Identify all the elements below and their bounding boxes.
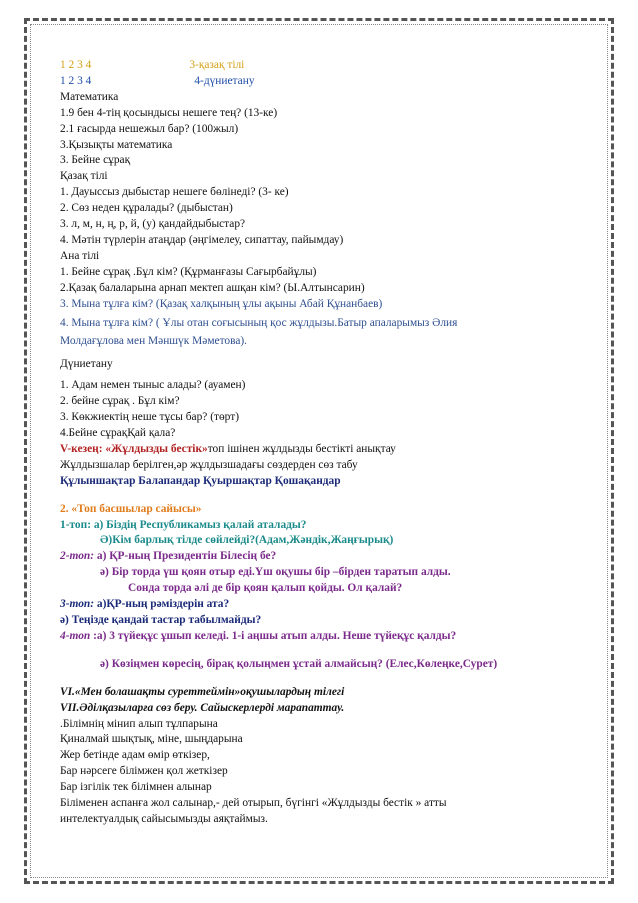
document-body	[60, 58, 580, 828]
question: 1. Бейне сұрақ .Бұл кім? (Құрманғазы Сағырбайұлы)	[60, 265, 317, 278]
stage-5-instruction: Жұлдызшалар берілген,әр жұлдызшадағы сөздерден сөз табу	[60, 458, 358, 471]
team-2-question-a	[60, 549, 580, 565]
team-1-question-b: Ә)Кім барлық тілде сөйлейді?(Адам,Жәндік,Жаңғырық)	[100, 534, 394, 547]
question: 1.9 бен 4-тің қосындысы нешеге тең? (13-ке)	[60, 106, 278, 119]
question: 4.Бейне сұрақҚай қала?	[60, 427, 176, 440]
question: 2. Сөз неден құралады? (дыбыстан)	[60, 202, 233, 215]
team-4-question-b: ә) Көзіңмен көресің, бірақ қолыңмен ұстай алмайсың? (Елес,Көлеңке,Сурет)	[100, 657, 498, 670]
question: 3. л, м, н, ң, р, й, (у) қандайдыбыстар?	[60, 218, 246, 231]
closing-text: интелектуалдық сайысымызды аяқтаймыз.	[60, 812, 268, 825]
team-1-question-a: 1-топ: а) Біздің Республикамыз қалай аталады?	[60, 518, 307, 531]
question: 2.1 ғасырда нешежыл бар? (100жыл)	[60, 122, 239, 135]
question: 4. Мәтін түрлерін атаңдар (әңгімелеу, сипаттау, пайымдау)	[60, 233, 344, 246]
stage-7-heading: VII.Әділқазыларға сөз беру. Сайыскерлерді марапаттау.	[60, 701, 345, 714]
header-row-2	[60, 74, 580, 90]
poem-line: Жер бетінде адам өмір өткізер,	[60, 749, 210, 762]
poem-line: Бар нәрсеге білімжен қол жеткізер	[60, 765, 228, 778]
question-continuation: Молдағұлова мен Мәншүк Мәметова).	[60, 334, 248, 347]
team-3-question-a	[60, 597, 580, 613]
stage-label: V-кезең: «Жұлдызды бестік»	[60, 442, 208, 455]
stage-description: топ ішінен жұлдызды бестікті анықтау	[207, 442, 396, 455]
closing-text: Біліменен аспанға жол салынар,- дей отырып, бүгінгі «Жұлдызды бестік » атты	[60, 797, 447, 810]
team-names: Құлыншақтар Балапандар Қуыршақтар Қошақандар	[60, 474, 341, 487]
header-row-1	[60, 58, 580, 74]
question: 3. Көкжиектің неше тұсы бар? (төрт)	[60, 411, 239, 424]
header-numbers: 1 2 3 4	[60, 74, 92, 87]
section-title: Ана тілі	[60, 249, 100, 262]
team-4-question-a	[60, 629, 580, 645]
question: 1. Дауыссыз дыбыстар нешеге бөлінеді? (3- ке)	[60, 186, 289, 199]
section-title: Дүниетану	[60, 358, 113, 371]
team-3-label: 3-топ:	[60, 598, 95, 611]
team-2-question-b-cont: Сонда торда әлі де бір қоян қалып қойды. Ол қалай?	[128, 582, 403, 595]
header-numbers: 1 2 3 4	[60, 59, 92, 71]
poem-line: Бар ізгілік тек білімнен алынар	[60, 781, 212, 794]
contest-title: 2. «Топ басшылар сайысы»	[60, 502, 202, 515]
header-subject: 4-дүниетану	[194, 74, 255, 87]
stage-6-heading: VI.«Мен болашақты суреттеймін»оқушылардың тілегі	[60, 685, 345, 698]
team-4-label: 4-топ	[60, 629, 91, 642]
question: 2.Қазақ балаларына арнап мектеп ашқан кім? (Ы.Алтынсарин)	[60, 281, 365, 294]
section-title: Математика	[60, 90, 119, 103]
question: 3. Мына тұлға кім? (Қазақ халқының ұлы ақыны Абай Құнанбаев)	[60, 297, 383, 310]
team-4-text: :а) 3 түйеқұс ұшып келеді. 1-і аңшы атып алды. Неше түйеқұс қалды?	[90, 629, 457, 642]
question: 2. бейне сұрақ . Бұл кім?	[60, 395, 180, 408]
team-3-text: а)ҚР-ның рәміздерін ата?	[94, 598, 230, 611]
poem-line: Қиналмай шықтық, міне, шыңдарына	[60, 733, 243, 746]
team-3-question-b: ә) Теңізде қандай тастар табылмайды?	[60, 614, 262, 626]
stage-5-heading	[60, 442, 580, 458]
team-2-question-b: ә) Бір торда үш қоян отыр еді.Үш оқушы бір –бірден таратып алды.	[100, 566, 451, 579]
poem-line: .Білімнің мінип алып тұлпарына	[60, 717, 218, 730]
team-2-text: а) ҚР-ның Президентін Білесің бе?	[94, 550, 277, 563]
header-subject: 3-қазақ тілі	[189, 59, 245, 71]
team-2-label: 2-топ:	[60, 550, 95, 563]
question: 4. Мына тұлға кім? ( Ұлы отан соғысының қос жұлдызы.Батыр апаларымыз Әлия	[60, 316, 458, 329]
question: 3. Бейне сұрақ	[60, 154, 131, 167]
section-title: Қазақ тілі	[60, 170, 108, 183]
question: 1. Адам немен тыныс алады? (ауамен)	[60, 379, 246, 392]
question: 3.Қызықты математика	[60, 138, 173, 151]
